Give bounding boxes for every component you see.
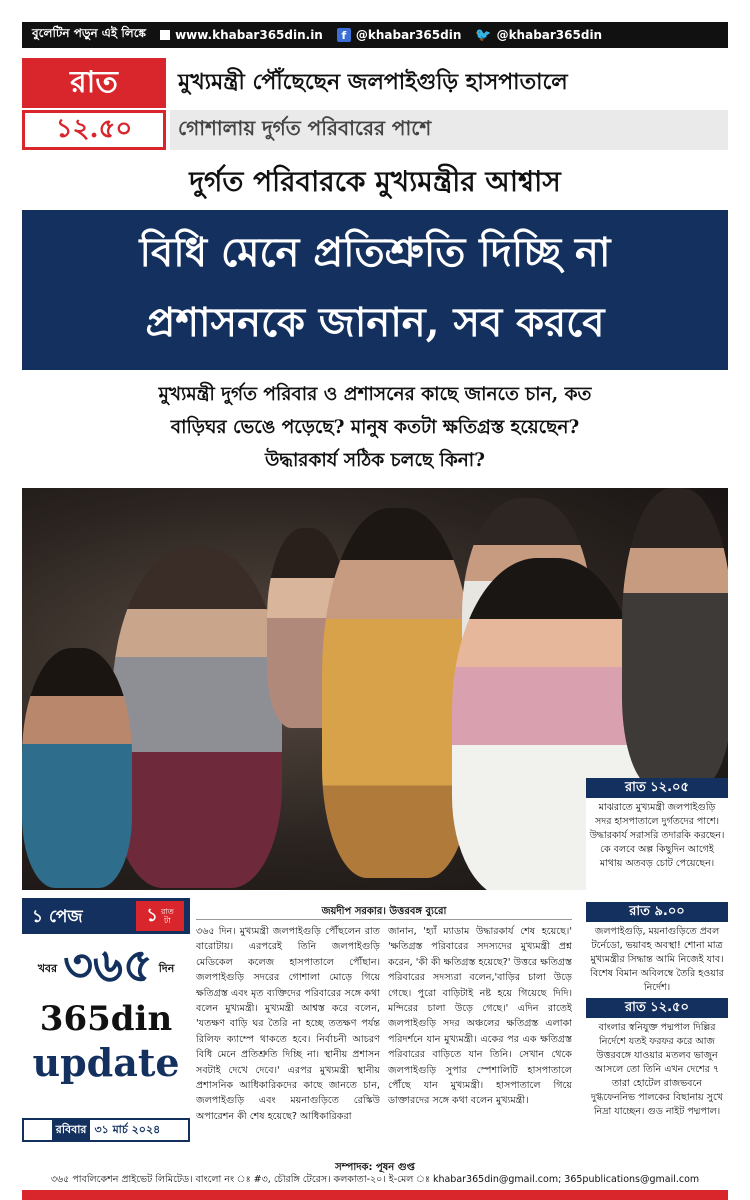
badge-sub-1: রাত: [160, 907, 174, 916]
photo-figure: [322, 508, 472, 878]
deck: [22, 378, 728, 483]
website-link[interactable]: www.khabar365din.in: [175, 28, 323, 42]
sidebar-text: জলপাইগুড়ি, ময়নাগুড়িতে প্রবল টর্নেডো, ভয়াবহ অবস্থা! শোনা মাত্র মুখ্যমন্ত্রীর সিদ্ধান্ত আমি নিজেই যাব। বিশেষ বিমান অবিলম্বে তৈরি হওয়ার নির্দেশ।: [590, 926, 724, 993]
main-headline: [22, 210, 728, 370]
date-label: ৩১ মার্চ ২০২৪: [94, 1122, 161, 1136]
photo-figure: [622, 488, 728, 788]
article-column-2: জানান, 'হ্যাঁ ম্যাডাম উদ্ধারকার্য শেষ হয়েছে।' 'ক্ষতিগ্রস্ত পরিবারের সদস্যদের মুখ্যমন্ত্রী প্রশ্ন করেন, 'কী কী ক্ষতিগ্রস্ত হয়েছে?' উত্তরে ক্ষতিগ্রস্ত পরিবারের সদস্যরা বলেন,'বাড়ির চালা উড়ে গেছে। পুরো বাড়িটাই নষ্ট হয়ে গিয়েছে দিদি। মন্দিরের চালা উড়ে গেছে।' এদিন রাতেই জলপাইগুড়ি সদর অঞ্চলের ক্ষতিগ্রস্ত এলাকা পরিদর্শনে যান মুখ্যমন্ত্রী। একের পর এক ক্ষতিগ্রস্ত পরিবারের বাড়িতে যান তিনি। সেখান থেকে জলপাইগুড়ি সুপার স্পেশালিটি হাসপাতালে পৌঁছে যান মুখ্যমন্ত্রী। হাসপাতালে গিয়ে ডাক্তারদের সঙ্গে কথা বলেন মুখ্যমন্ত্রী।: [388, 926, 572, 1107]
square-icon: [160, 30, 170, 40]
photo-figure: [22, 648, 132, 888]
badge-sub: [161, 907, 174, 925]
sidebar-text: মাঝরাতে মুখ্যমন্ত্রী জলপাইগুড়ি সদর হাসপাতালে দুর্গতদের পাশে। উদ্ধারকার্য সরাসরি তদারকি করছেন। কে বলবে অল্প কিছুদিন আগেই মাথায় অতবড় চোট পেয়েছেন।: [589, 802, 725, 869]
bottom-strip: [22, 1190, 728, 1200]
brand-block: [22, 898, 190, 1158]
twitter-item: [475, 28, 602, 43]
twitter-handle[interactable]: @khabar365din: [496, 27, 603, 42]
day-label: রবিবার: [52, 1120, 91, 1140]
deck-line-1: মুখ্যমন্ত্রী দুর্গত পরিবার ও প্রশাসনের কাছে জানতে চান, কত: [158, 384, 592, 405]
sidebar-time: রাত ১২.০৫: [586, 778, 728, 798]
website-item: [160, 28, 323, 42]
sidebar-update-3: [586, 998, 728, 1158]
facebook-handle[interactable]: @khabar365din: [355, 27, 462, 42]
page-indicator: [22, 898, 190, 934]
logo-khabar: খবর: [37, 961, 58, 975]
top-bar: [22, 22, 728, 48]
subhead-secondary: গোশালায় দুর্গত পরিবারের পাশে: [170, 110, 728, 150]
deck-line-3: উদ্ধারকার্য সঠিক চলছে কিনা?: [264, 450, 486, 471]
time-value: ১২.৫০: [22, 110, 166, 150]
sidebar-text: বাংলার স্বনিযুক্ত পদ্মপাল দিল্লির নির্দেশে যতই ফরফর করে আজ উত্তরবঙ্গে যাওয়ার মতলব ভাজুন আসলে তো তিনি এখন দেশের ৭ তারা হোটেল রাজভবনে দুগ্ধফেননিভ পালকের বিছানায় সুখে নিদ্রা যাচ্ছেন। গুড নাইট পদ্মপাল।: [590, 1022, 723, 1117]
headline-line-1: বিধি মেনে প্রতিশ্রুতি দিচ্ছি না: [139, 229, 611, 276]
kicker-headline: দুর্গত পরিবারকে মুখ্যমন্ত্রীর আশ্বাস: [189, 165, 561, 198]
sidebar-update-2: [586, 902, 728, 994]
publisher-info: ৩৬৫ পাবলিকেশন প্রাইভেট লিমিটেড। বাংলো নং ঃ #৩, চৌরঙ্গি টেরেস। কলকাতা-২০। ই-মেল ঃ khabar365din@gmail.com; 365publications@gmail.com: [50, 1174, 700, 1185]
badge-number: ১: [146, 904, 158, 926]
time-badge: [136, 901, 184, 931]
logo-din: দিন: [158, 961, 175, 975]
article-column-1: ৩৬৫ দিন। মুখ্যমন্ত্রী জলপাইগুড়ি পৌঁছলেন রাত বারোটায়। এরপরেই তিনি জলপাইগুড়ি মেডিকেল কলেজ হাসপাতালে পৌঁছান। জলপাইগুড়ি সদরের গোশালা মোড়ে গিয়ে ক্ষতিগ্রস্ত এবং মৃত ব্যক্তিদের পরিবারের সঙ্গে কথা বলেন মুখ্যমন্ত্রী। মুখ্যমন্ত্রী আশ্বস্ত করে বলেন, 'যতক্ষণ বাড়ি ঘর তৈরি না হচ্ছে ততক্ষণ পর্যন্ত রিলিফ ক্যাম্পে থাকতে হবে। নির্বাচনী আচরণ বিধি মেনে প্রতিশ্রুতি দিচ্ছি না। স্থানীয় প্রশাসন সবটাই দেখে দেবে।' এরপর মুখ্যমন্ত্রী স্থানীয় প্রশাসনিক আধিকারিকদের কাছে জানতে চান, জলপাইগুড়ি এবং ময়নাগুড়িতে রেস্কিউ অপারেশন কী শেষ হয়েছে? আধিকারিকরা: [196, 926, 380, 1122]
logo-number: ৩৬৫: [63, 938, 153, 992]
facebook-item: [337, 28, 462, 43]
badge-sub-2: টা: [163, 916, 171, 925]
date-bar: [22, 1118, 190, 1142]
facebook-icon: f: [337, 28, 351, 42]
editor-credit: সম্পাদক: পূষন গুপ্ত: [335, 1162, 415, 1173]
byline: জয়দীপ সরকার। উত্তরবঙ্গ ব্যুরো: [196, 904, 572, 920]
photo-figure: [112, 548, 282, 888]
sidebar-update-1: [586, 778, 728, 896]
bulletin-link[interactable]: বুলেটিন পড়ুন এই লিঙ্কে: [32, 26, 147, 40]
subhead-primary: মুখ্যমন্ত্রী পৌঁছেছেন জলপাইগুড়ি হাসপাতালে: [178, 68, 568, 95]
logo: [22, 940, 190, 998]
deck-line-2: বাড়িঘর ভেঙে পড়েছে? মানুষ কতটা ক্ষতিগ্রস্ত হয়েছেন?: [170, 417, 580, 438]
sidebar-time: রাত ৯.০০: [586, 902, 728, 922]
time-label: রাত: [22, 58, 166, 108]
twitter-icon: 🐦: [475, 27, 492, 43]
wordmark-update: update: [32, 1040, 180, 1085]
page-label: ১ পেজ: [32, 907, 83, 927]
sidebar-time: রাত ১২.৫০: [586, 998, 728, 1018]
wordmark-365din: 365din: [39, 999, 173, 1039]
headline-line-2: প্রশাসনকে জানান, সব করবে: [145, 299, 605, 346]
